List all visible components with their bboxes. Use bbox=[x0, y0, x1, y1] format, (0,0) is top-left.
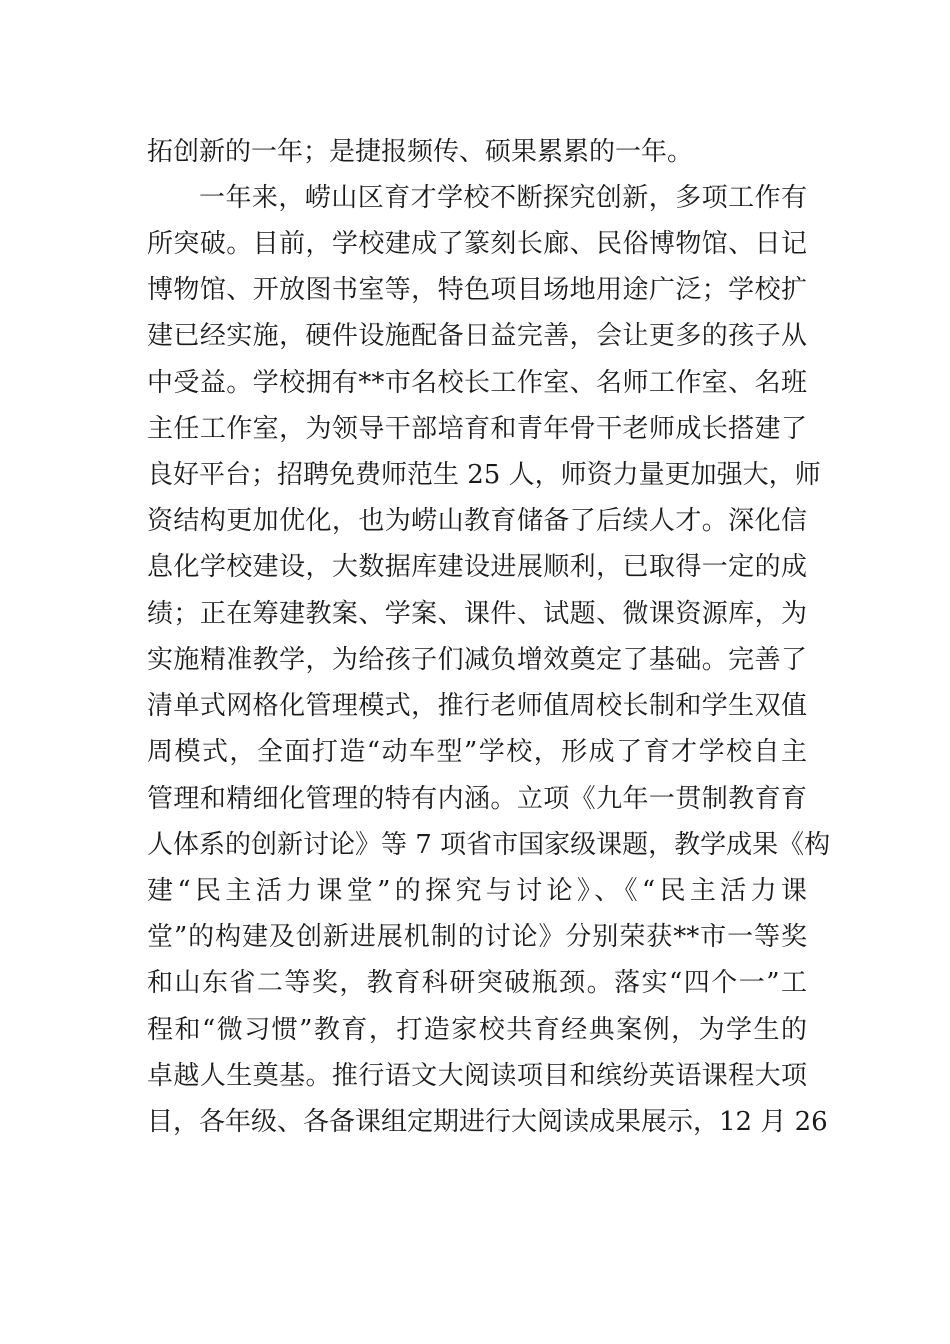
paragraph-line: 中受益。学校拥有**市名校长工作室、名师工作室、名班 bbox=[147, 368, 807, 398]
paragraph-line: 主任工作室，为领导干部培育和青年骨干老师成长搭建了 bbox=[147, 414, 807, 444]
paragraph-line: 堂”的构建及创新进展机制的讨论》分别荣获**市一等奖 bbox=[147, 922, 807, 952]
paragraph-line: 息化学校建设，大数据库建设进展顺利，已取得一定的成 bbox=[147, 552, 807, 582]
paragraph-line: 绩；正在筹建教案、学案、课件、试题、微课资源库，为 bbox=[147, 599, 807, 629]
paragraph-line: 目，各年级、各备课组定期进行大阅读成果展示，12 月 26 bbox=[147, 1107, 828, 1137]
paragraph-line: 和山东省二等奖，教育科研突破瓶颈。落实“四个一”工 bbox=[147, 968, 807, 998]
paragraph-line: 拓创新的一年；是捷报频传、硕果累累的一年。 bbox=[147, 137, 694, 167]
paragraph-line: 清单式网格化管理模式，推行老师值周校长制和学生双值 bbox=[147, 691, 807, 721]
paragraph-line: 博物馆、开放图书室等，特色项目场地用途广泛；学校扩 bbox=[147, 275, 807, 305]
paragraph-line: 一年来，崂山区育才学校不断探究创新，多项工作有 bbox=[199, 183, 807, 213]
paragraph-line: 实施精准教学，为给孩子们减负增效奠定了基础。完善了 bbox=[147, 645, 807, 675]
paragraph-line: 程和“微习惯”教育，打造家校共育经典案例，为学生的 bbox=[147, 1015, 807, 1045]
paragraph-line: 所突破。目前，学校建成了篆刻长廊、民俗博物馆、日记 bbox=[147, 229, 807, 259]
paragraph-line: 周模式，全面打造“动车型”学校，形成了育才学校自主 bbox=[147, 737, 807, 767]
paragraph-line: 建“民主活力课堂”的探究与讨论》、《“民主活力课 bbox=[147, 876, 807, 906]
paragraph-line: 管理和精细化管理的特有内涵。立项《九年一贯制教育育 bbox=[147, 784, 807, 814]
paragraph-line: 卓越人生奠基。推行语文大阅读项目和缤纷英语课程大项 bbox=[147, 1061, 807, 1091]
paragraph-line: 资结构更加优化，也为崂山教育储备了后续人才。深化信 bbox=[147, 506, 807, 536]
paragraph-line: 人体系的创新讨论》等 7 项省市国家级课题，教学成果《构 bbox=[147, 830, 831, 860]
paragraph-line: 建已经实施，硬件设施配备日益完善，会让更多的孩子从 bbox=[147, 321, 807, 351]
paragraph-line: 良好平台；招聘免费师范生 25 人，师资力量更加强大，师 bbox=[147, 460, 821, 490]
